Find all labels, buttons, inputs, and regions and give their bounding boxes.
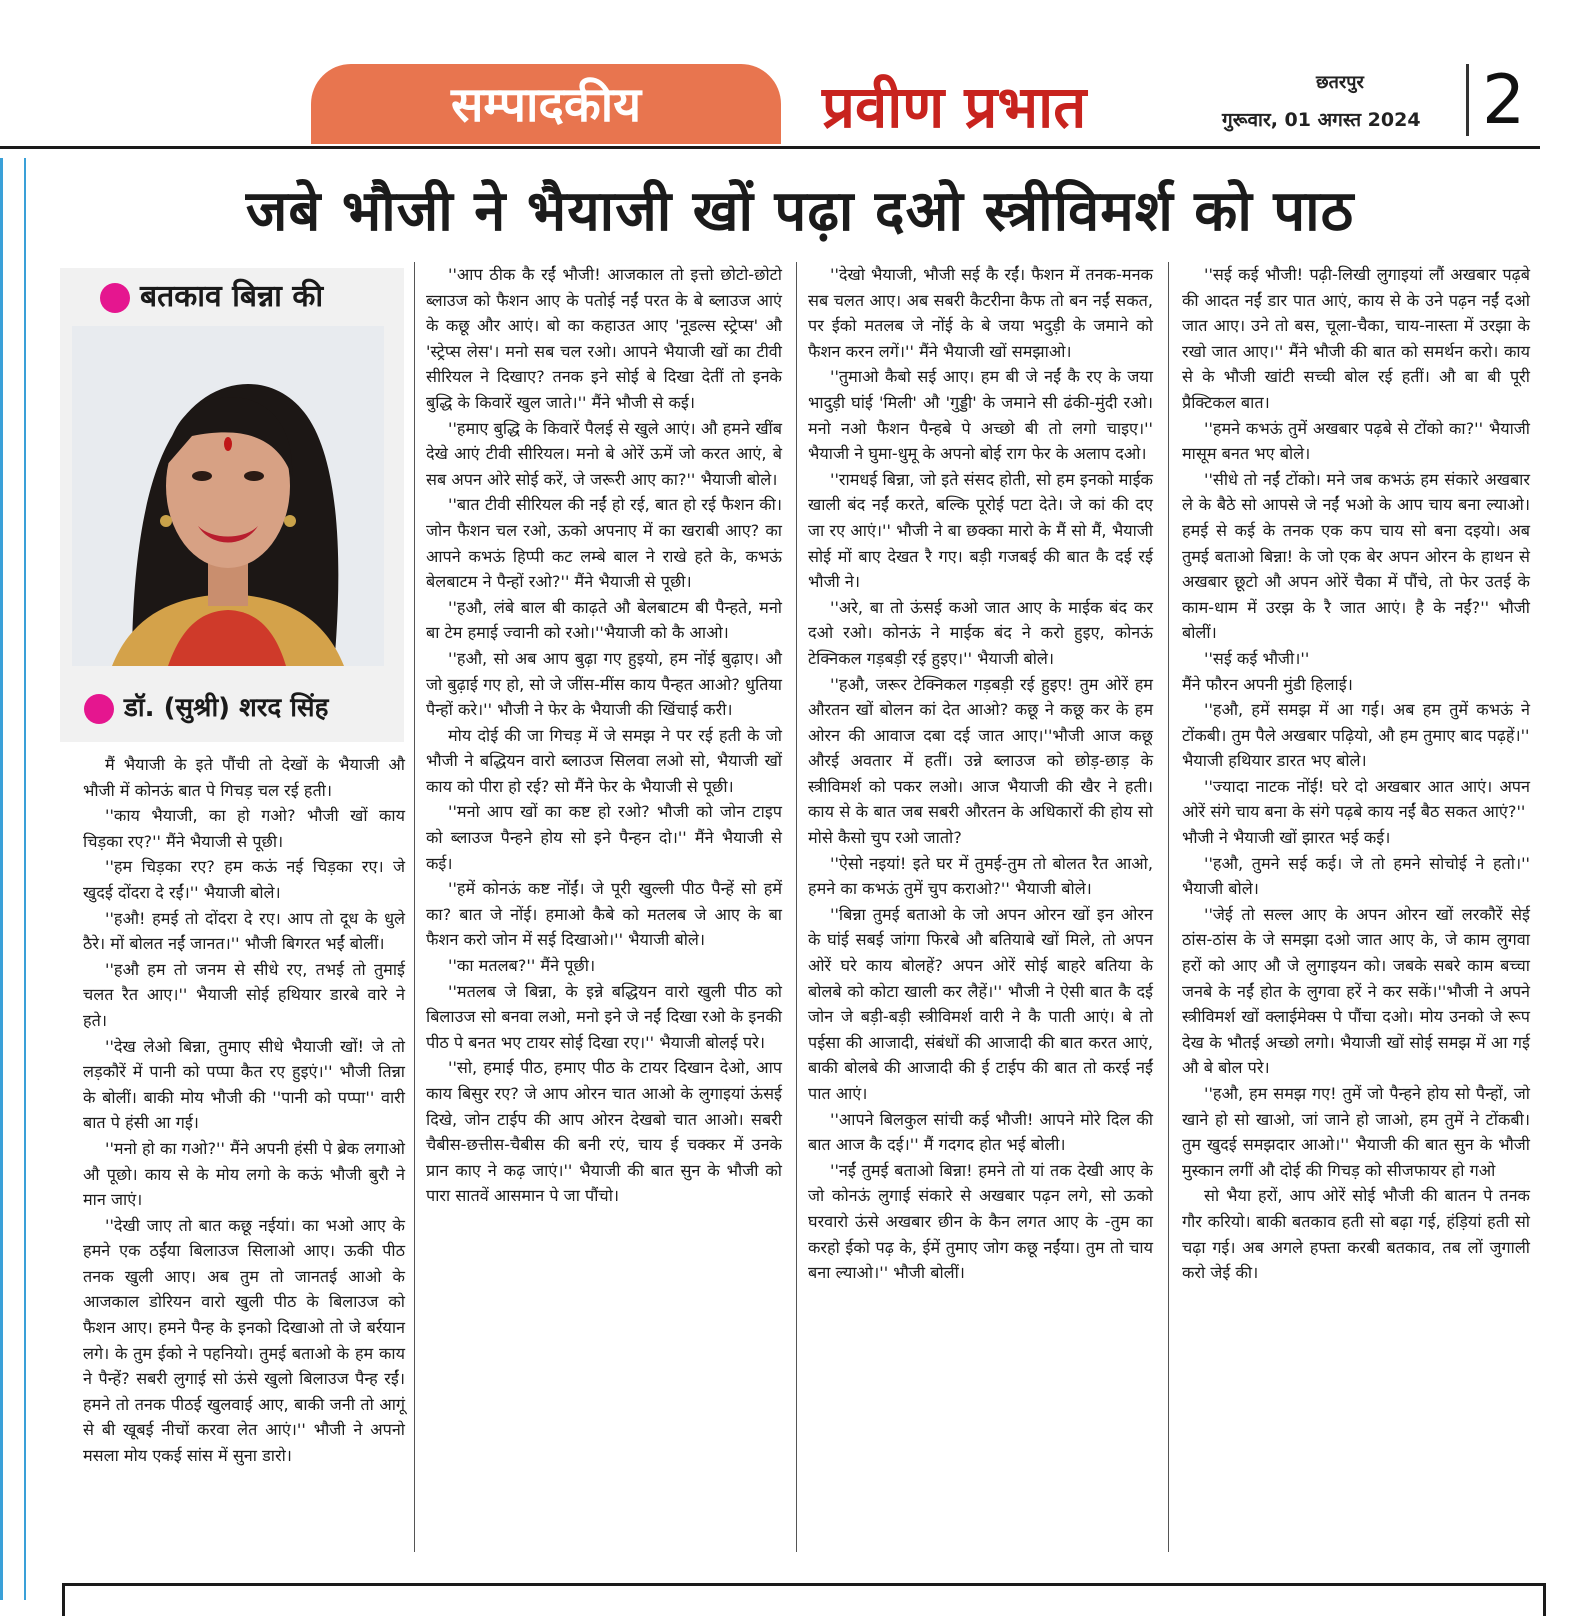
column-name-text: बतकाव बिन्ना की — [140, 279, 324, 314]
paragraph: ''देखी जाए तो बात कछू नईयां। का भओ आए के हमने एक ठईंया बिलाउज सिलाओ आए। ऊकी पीठ तनक खुली आए। अब तुम तो जानतई आओ के आजकाल डोरियन वारो खुली पीठ के बिलाउज को फैशन आए। हमने पैन्ह के इनको दिखाओ तो जे बर्रयान लगे। के तुम ईको ने पहनियो। तुमई बताओ के हम काय ने पैन्हें? सबरी लुगाई सो ऊंसे खुलो बिलाउज पैन्ह रईं। हमने तो तनक पीठई खुलवाई आए, बाकी जनी तो आगूं से बी खूबई नीचों करवा लेत आएं।'' भौजी ने अपनो मसला मोय एकई सांस में सुना डारो। — [83, 1215, 405, 1466]
paragraph: भौजी ने भैयाजी खों झारत भई कई। — [1182, 828, 1391, 848]
paragraph: ''का मतलब?'' मैंने पूछी। — [448, 956, 596, 976]
paragraph: ''हऔ, हमें समझ में आ गई। अब हम तुमें कभऊं ने टोंकबी। तुम पैले अखबार पढ़ियो, औ हम तुमाए बाद पढ़हें।'' — [1182, 700, 1530, 745]
column-divider — [414, 262, 415, 1552]
dateline-city: छतरपुर — [1316, 72, 1364, 93]
paragraph: ''हऔ, सो अब आप बुढ़ा गए हुइयो, हम नोंई बुढ़ाए। औ जो बुढ़ाई गए हो, सो जे जींस-मींस काय पैन्हत आओ? धुतिया पैन्हों करे।'' भौजी ने फेर के भैयाजी की खिंचाई करी। — [426, 648, 782, 720]
article-headline: जबे भौजी ने भैयाजी खों पढ़ा दओ स्त्रीविमर्श को पाठ — [245, 179, 1355, 244]
paragraph: ''हमाए बुद्धि के किवारें पैलई से खुले आएं। औ हमने खींब देखे आएं टीवी सीरियल। मनो बे ओरें ऊमें जो करत आएं, बे सब अपन ओरे सोई करें, जे जरूरी आए का?'' भैयाजी बोले। — [426, 418, 782, 489]
side-border-inner — [24, 158, 26, 1600]
paragraph: ''अरे, बा तो ऊंसई कओ जात आए के माईक बंद कर दओ रओ। कोनऊं ने माईक बंद ने करो हुइए, कोनऊं टेक्निकल गड़बड़ी रई हुइए।'' भैयाजी बोले। — [808, 597, 1153, 668]
page-number-divider — [1466, 64, 1469, 136]
paragraph: ''सो, हमाई पीठ, हमाए पीठ के टायर दिखान देओ, आप काय बिसुर रए? जे आप ओरन चात आओ के लुगाइयां ऊंसई दिखे, जोन टाईप की आप ओरन देखबो चात आओ। सबरी चैबीस-छत्तीस-चैबीस की बनी रएं, चाय ई चक्कर में उनके प्रान काए ने कढ़ जाएं।'' भैयाजी की बात सुन के भौजी को पारा सातवें आसमान पे जा पौंचो। — [426, 1058, 782, 1206]
paragraph: ''सई कई भौजी।'' — [1204, 648, 1310, 668]
paragraph: ''हमने कभऊं तुमें अखबार पढ़बे से टोंको का?'' भैयाजी मासूम बनत भए बोले। — [1182, 418, 1530, 464]
article-column-3 — [808, 262, 1153, 1286]
column-divider — [1168, 262, 1169, 1552]
pink-bullet-icon — [100, 283, 130, 313]
paragraph: भैयाजी हथियार डारत भए बोले। — [1182, 751, 1367, 771]
paragraph: मैंने फौरन अपनी मुंडी हिलाई। — [1182, 674, 1353, 694]
author-profile-box — [60, 268, 404, 742]
paragraph: ''हऔ, तुमने सई कई। जे तो हमने सोचोई ने हतो।'' भैयाजी बोले। — [1182, 853, 1530, 899]
paragraph: ''हऔ! हमई तो दोंदरा दे रए। आप तो दूध के धुले ठैरे। मों बोलत नईं जानत।'' भौजी बिगरत भईं बोलीं। — [83, 908, 405, 954]
paragraph: ''नईं तुमई बताओ बिन्ना! हमने तो यां तक देखी आए के जो कोनऊं लुगाई संकारे से अखबार पढ़न लगे, सो ऊको घरवारो ऊंसे अखबार छीन के कैन लगत आए के -तुम का करहो ईको पढ़ के, ईमें तुमाए जोग कछू नईंया। तुम तो चाय बना ल्याओ।'' भौजी बोलीं। — [808, 1160, 1153, 1283]
paragraph: मोय दोई की जा गिचड़ में जे समझ ने पर रई हती के जो भौजी ने बद्धियन वारो ब्लाउज सिलवा लओ सो, भैयाजी खों काय को पीरा हो रई? सो मैंने फेर के भैयाजी से पूछी। — [426, 725, 782, 796]
paragraph: ''हऔ, लंबे बाल बी काढ़ते औ बेलबाटम बी पैन्हते, मनो बा टेम हमाई ज्वानी को रओ।''भैयाजी को कै आओ। — [426, 597, 782, 643]
pink-bullet-icon — [84, 694, 114, 724]
masthead — [0, 0, 1591, 150]
paragraph: ''हम चिड़का रए? हम कऊं नई चिड़का रए। जे खुदई दोंदरा दे रईं।'' भैयाजी बोले। — [83, 857, 405, 902]
paragraph: ''आप ठीक कै रईं भौजी! आजकाल तो इत्तो छोटो-छोटो ब्लाउज को फैशन आए के पतोई नईं परत के बे ब्लाउज आएं के कछू और आएं। बो का कहाउत आए 'नूडल्स स्ट्रेप्स' औ 'स्ट्रेप्स लेस'। मनो सब चल रओ। आपने भैयाजी खों का टीवी सीरियल ने दिखाए? तनक इने सोई बे दिखा देतीं तो इनके बुद्धि के किवारें खुल जाते।'' मैंने भौजी से कई। — [426, 265, 782, 412]
paragraph: ''देख लेओ बिन्ना, तुमाए सीधे भैयाजी खों! जे तो लड़कौरें में पानी को पप्पा कैत रए हुइएं।'' भौजी तिन्ना के बोलीं। बाकी मोय भौजी की ''पानी को पप्पा'' वारी बात पे हंसी आ गई। — [83, 1036, 405, 1133]
section-tab: सम्पादकीय — [311, 64, 781, 144]
paragraph: ''जेई तो सल्ल आए के अपन ओरन खों लरकौरें सेई ठांस-ठांस के जे समझा दओ जात आए के, जे काम लुगवा हरों को आए औ जे लुगाइयन को। जबके सबरे काम बच्चा जनबे के नईं होत के लुगवा हरें ने कर सकें।''भौजी ने अपने स्त्रीविमर्श खों क्लाईमेक्स पे पौंचा दओ। मोय उनको जे रूप देख के भौतई अच्छो लगो। भैयाजी खों सोई समझ में आ गई औ बे बोल परे। — [1182, 904, 1530, 1078]
dateline-date: गुरूवार, 01 अगस्त 2024 — [1222, 109, 1421, 131]
author-portrait-icon — [72, 326, 384, 666]
paragraph: ''रामधई बिन्ना, जो इते संसद होती, सो हम इनको माईक खाली बंद नईं करते, बल्कि पूरोई पटा देते। जे कां की दए जा रए आएं।'' भौजी ने बा छक्का मारो के मैं सो मैं, भैयाजी सोई मों बाए देखत रै गए। बड़ी गजबई की बात कै दई रई भौजी ने। — [808, 469, 1153, 592]
author-name — [84, 686, 328, 730]
author-name-text: डॉ. (सुश्री) शरद सिंह — [124, 693, 329, 723]
article-column-4 — [1182, 262, 1530, 1286]
paragraph: ''हऔ हम तो जनम से सीधे रए, तभई तो तुमाई चलत रैत आए।'' भैयाजी सोई हथियार डारबे वारे ने हते। — [83, 959, 405, 1030]
paragraph: ''मनो हो का गओ?'' मैंने अपनी हंसी पे ब्रेक लगाओ औ पूछो। काय से के मोय लगो के कऊं भौजी बुरौ ने मान जाएं। — [83, 1138, 405, 1210]
paragraph: ''आपने बिलकुल सांची कई भौजी! आपने मोरे दिल की बात आज कै दई।'' मैं गदगद होत भई बोली। — [808, 1109, 1153, 1155]
paragraph: ''बिन्ना तुमई बताओ के जो अपन ओरन खों इन ओरन के घांई सबई जांगा फिरबे औ बतियाबे खों मिले, तो अपन ओरें घरे काय बोलहें? अपन ओरें सोई बाहरे बतिया के बोलबे को कोटा खाली कर लैहें।'' भौजी ने ऐसी बात कै दई जोन जे बड़ी-बड़ी स्त्रीविमर्श वारी ने कै पाती आएं। बे तो पईसा की आजादी, संबंधों की आजादी की बात करत आएं, बाकी बोलबे की आजादी की ई टाईप की बात तो करई नईं पात आएं। — [808, 904, 1153, 1103]
paragraph: ''बात टीवी सीरियल की नईं हो रई, बात हो रई फैशन की। जोन फैशन चल रओ, ऊको अपनाए में का खराबी आए? का आपने कभऊं हिप्पी कट लम्बे बाल ने राखे हते के, कभऊं बेलबाटम ने पैन्हों रओ?'' मैंने भैयाजी से पूछी। — [426, 495, 782, 592]
paragraph: ''तुमाओ कैबो सई आए। हम बी जे नईं कै रए के जया भादुड़ी घांई 'मिली' औ 'गुड्डी' के जमाने सी ढंकी-मुंदी रओ। मनो नओ फैशन पैन्हबे पे अच्छो बी तो लगो चाइए।'' भैयाजी ने घुमा-धुमू के अपनो बोई राग फेर के अलाप दओ। — [808, 367, 1153, 464]
page-number: 2 — [1482, 61, 1526, 140]
column-divider — [796, 262, 797, 1552]
paragraph: सो भैया हरों, आप ओरें सोई भौजी की बातन पे तनक गौर करियो। बाकी बतकाव हती सो बढ़ा गई, हंड़ियां हती सो चढ़ा गई। अब अगले हफ्ता करबी बतकाव, तब लों जुगाली करो जेई की। — [1182, 1186, 1530, 1283]
paragraph: ''हऔ, जरूर टेक्निकल गड़बड़ी रई हुइए! तुम ओरें हम औरतन खों बोलन कां देत आओ? कछू ने कछू कर के हम ओरन की आवाज दबा दई जात आए।''भौजी आज कछू औरई अवतार में हतीं। उन्ने ब्लाउज को छोड़-छाड़ के स्त्रीविमर्श को पकर लओ। आज भैयाजी की खैर ने हती। काय से के बात जब सबरी औरतन के अधिकारों की होय सो मोसे कैसो चुप रओ जातो? — [808, 674, 1153, 848]
paragraph: ''मनो आप खों का कष्ट हो रओ? भौजी को जोन टाइप को ब्लाउज पैन्हने होय सो इने पैन्हन दो।'' मैंने भैयाजी से कई। — [426, 802, 782, 873]
side-border — [0, 158, 3, 1600]
paragraph: ''हमें कोनऊं कष्ट नोंईं। जे पूरी खुल्ली पीठ पैन्हें सो हमें का? बात जे नोंई। हमाओ कैबे को मतलब जे आए के बा फैशन करो जोन में सई दिखाओ।'' भैयाजी बोले। — [426, 879, 782, 950]
paragraph: ''सीधे तो नईं टोंको। मने जब कभऊं हम संकारे अखबार ले के बैठे सो आपसे जे नईं भओ के आप चाय बना ल्याओ। हमई से कई के तनक एक कप चाय सो बना दइयो। अब तुमई बताओ बिन्ना! के जो एक बेर अपन ओरन के हाथन से अखबार छूटो औ अपन ओरें चैका में पौंचे, तो फेर उतई के काम-धाम में उरझ के रै जात आएं। है के नईं?'' भौजी बोलीं। — [1182, 469, 1530, 643]
article-column-2 — [426, 262, 782, 1209]
column-name — [100, 274, 323, 320]
paragraph: ''सई कई भौजी! पढ़ी-लिखी लुगाइयां लौं अखबार पढ़बे की आदत नईं डार पात आएं, काय से के उने पढ़न नईं दओ जात आए। उने तो बस, चूला-चैका, चाय-नास्ता में उरझा के रखो जात आए।'' मैंने भौजी की बात को समर्थन करो। काय से के भौजी खांटी सच्ची बोल रई हतीं। औ बा बी पूरी प्रैक्टिकल बात। — [1182, 265, 1530, 412]
newspaper-name: प्रवीण प्रभात — [822, 73, 1087, 141]
paragraph: ''देखो भैयाजी, भौजी सई कै रईं। फैशन में तनक-मनक सब चलत आए। अब सबरी कैटरीना कैफ तो बन नईं सकत, पर ईको मतलब जे नोंई के बे जया भदुड़ी के जमाने को फैशन करन लगें।'' मैंने भैयाजी खों समझाओ। — [808, 265, 1153, 361]
paragraph: ''हऔ, हम समझ गए! तुमें जो पैन्हने होय सो पैन्हों, जो खाने हो सो खाओ, जां जाने हो जाओ, हम तुमें ने टोंकबी। तुम खुदई समझदार आओ।'' भैयाजी की बात सुन के भौजी मुस्कान लगीं औ दोई की गिचड़ को सीजफायर हो गओ — [1182, 1084, 1530, 1180]
paragraph: ''मतलब जे बिन्ना, के इन्ने बद्धियन वारो खुली पीठ को बिलाउज सो बनवा लओ, मनो इने जे नईं दिखा रओ के इनकी पीठ पे बनत भए टायर सोई दिखा रए।'' भैयाजी बोलई परे। — [426, 981, 782, 1052]
article-column-1 — [83, 752, 405, 1469]
paragraph: ''ज्यादा नाटक नोंई! घरे दो अखबार आत आएं। अपन ओरें संगे चाय बना के संगे पढ़बे काय नईं बैठ सकत आएं?'' — [1182, 776, 1530, 822]
paragraph: ''काय भैयाजी, का हो गओ? भौजी खों काय चिड़का रए?'' मैंने भैयाजी से पूछी। — [83, 806, 405, 851]
paragraph: ''ऐसो नइयां! इते घर में तुमई-तुम तो बोलत रैत आओ, हमने का कभऊं तुमें चुप कराओ?'' भैयाजी बोले। — [808, 853, 1153, 899]
author-photo — [72, 326, 384, 666]
masthead-rule — [0, 146, 1540, 149]
paragraph: मैं भैयाजी के इते पौंची तो देखों के भैयाजी औ भौजी में कोनऊं बात पे गिचड़ चल रई हती। — [83, 755, 405, 800]
